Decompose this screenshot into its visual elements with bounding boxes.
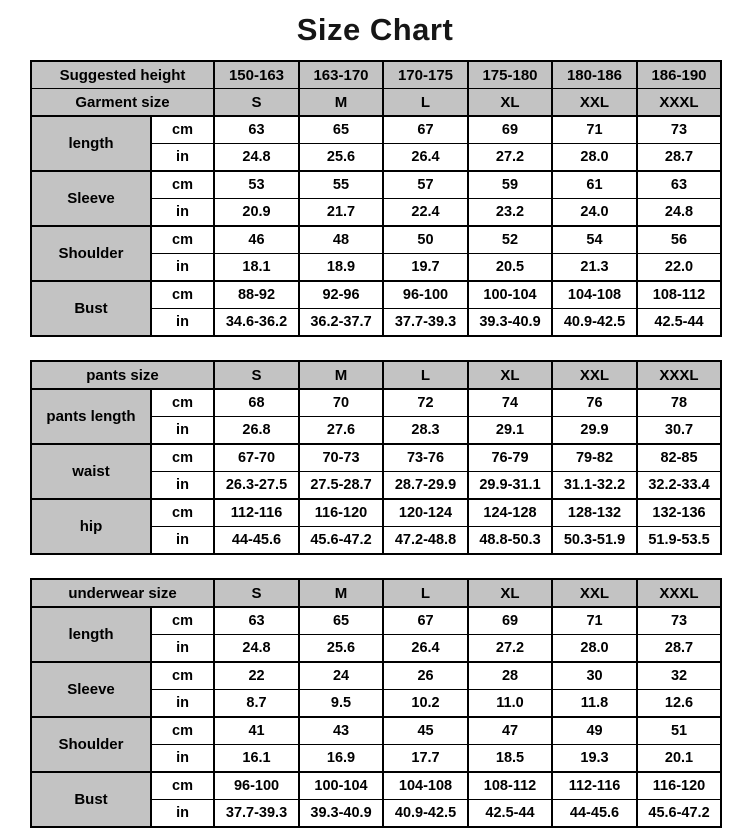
value-cell: 26 (383, 662, 468, 690)
value-cell: 70 (299, 389, 383, 417)
table-row (31, 499, 721, 527)
unit-cell: cm (151, 499, 214, 527)
table-row (31, 717, 721, 745)
unit-cell: in (151, 144, 214, 172)
unit-cell: cm (151, 717, 214, 745)
unit-cell: in (151, 417, 214, 445)
header-row (31, 89, 721, 117)
value-cell: 27.6 (299, 417, 383, 445)
value-cell: 73-76 (383, 444, 468, 472)
value-cell: 116-120 (299, 499, 383, 527)
unit-cell: in (151, 527, 214, 555)
unit-cell: in (151, 199, 214, 227)
value-cell: 32 (637, 662, 721, 690)
value-cell: 24 (299, 662, 383, 690)
value-cell: 26.4 (383, 144, 468, 172)
value-cell: 29.9 (552, 417, 637, 445)
value-cell: 70-73 (299, 444, 383, 472)
value-cell: 20.1 (637, 745, 721, 773)
value-cell: 100-104 (299, 772, 383, 800)
row-label-cell: waist (31, 444, 151, 499)
value-cell: 26.8 (214, 417, 299, 445)
header-value-cell: M (299, 89, 383, 117)
value-cell: 112-116 (214, 499, 299, 527)
value-cell: 96-100 (383, 281, 468, 309)
value-cell: 71 (552, 116, 637, 144)
value-cell: 29.1 (468, 417, 552, 445)
header-value-cell: 175-180 (468, 61, 552, 89)
value-cell: 29.9-31.1 (468, 472, 552, 500)
header-value-cell: 186-190 (637, 61, 721, 89)
value-cell: 26.3-27.5 (214, 472, 299, 500)
value-cell: 108-112 (468, 772, 552, 800)
value-cell: 79-82 (552, 444, 637, 472)
value-cell: 16.9 (299, 745, 383, 773)
value-cell: 26.4 (383, 635, 468, 663)
table-row (31, 607, 721, 635)
header-value-cell: L (383, 89, 468, 117)
value-cell: 22.0 (637, 254, 721, 282)
value-cell: 19.7 (383, 254, 468, 282)
size-table-underwear (30, 578, 722, 828)
value-cell: 36.2-37.7 (299, 309, 383, 337)
table-row (31, 116, 721, 144)
value-cell: 39.3-40.9 (468, 309, 552, 337)
value-cell: 57 (383, 171, 468, 199)
value-cell: 120-124 (383, 499, 468, 527)
value-cell: 30.7 (637, 417, 721, 445)
table-row (31, 171, 721, 199)
value-cell: 48.8-50.3 (468, 527, 552, 555)
value-cell: 73 (637, 607, 721, 635)
header-value-cell: 180-186 (552, 61, 637, 89)
value-cell: 42.5-44 (637, 309, 721, 337)
header-value-cell: XXL (552, 89, 637, 117)
value-cell: 78 (637, 389, 721, 417)
value-cell: 65 (299, 116, 383, 144)
value-cell: 112-116 (552, 772, 637, 800)
header-value-cell: XXL (552, 579, 637, 607)
value-cell: 68 (214, 389, 299, 417)
header-label-cell: pants size (31, 361, 214, 389)
value-cell: 17.7 (383, 745, 468, 773)
value-cell: 46 (214, 226, 299, 254)
value-cell: 21.7 (299, 199, 383, 227)
value-cell: 63 (214, 607, 299, 635)
value-cell: 22 (214, 662, 299, 690)
value-cell: 124-128 (468, 499, 552, 527)
row-label-cell: hip (31, 499, 151, 554)
value-cell: 49 (552, 717, 637, 745)
unit-cell: in (151, 690, 214, 718)
value-cell: 54 (552, 226, 637, 254)
value-cell: 128-132 (552, 499, 637, 527)
value-cell: 9.5 (299, 690, 383, 718)
header-value-cell: M (299, 579, 383, 607)
value-cell: 40.9-42.5 (552, 309, 637, 337)
value-cell: 45.6-47.2 (299, 527, 383, 555)
value-cell: 8.7 (214, 690, 299, 718)
value-cell: 67 (383, 607, 468, 635)
value-cell: 28 (468, 662, 552, 690)
value-cell: 88-92 (214, 281, 299, 309)
value-cell: 11.0 (468, 690, 552, 718)
value-cell: 44-45.6 (214, 527, 299, 555)
header-label-cell: underwear size (31, 579, 214, 607)
value-cell: 23.2 (468, 199, 552, 227)
unit-cell: cm (151, 444, 214, 472)
value-cell: 18.5 (468, 745, 552, 773)
value-cell: 45.6-47.2 (637, 800, 721, 828)
value-cell: 28.7-29.9 (383, 472, 468, 500)
value-cell: 74 (468, 389, 552, 417)
unit-cell: cm (151, 171, 214, 199)
value-cell: 47 (468, 717, 552, 745)
unit-cell: cm (151, 116, 214, 144)
value-cell: 50 (383, 226, 468, 254)
row-label-cell: Shoulder (31, 226, 151, 281)
unit-cell: in (151, 745, 214, 773)
value-cell: 24.8 (214, 635, 299, 663)
value-cell: 48 (299, 226, 383, 254)
value-cell: 28.7 (637, 635, 721, 663)
header-label-cell: Garment size (31, 89, 214, 117)
table-row (31, 226, 721, 254)
value-cell: 69 (468, 607, 552, 635)
unit-cell: cm (151, 607, 214, 635)
value-cell: 100-104 (468, 281, 552, 309)
value-cell: 30 (552, 662, 637, 690)
unit-cell: in (151, 472, 214, 500)
value-cell: 40.9-42.5 (383, 800, 468, 828)
value-cell: 24.8 (637, 199, 721, 227)
value-cell: 18.9 (299, 254, 383, 282)
value-cell: 42.5-44 (468, 800, 552, 828)
header-value-cell: XXXL (637, 361, 721, 389)
value-cell: 24.8 (214, 144, 299, 172)
unit-cell: cm (151, 226, 214, 254)
value-cell: 63 (214, 116, 299, 144)
value-cell: 28.0 (552, 144, 637, 172)
value-cell: 18.1 (214, 254, 299, 282)
value-cell: 63 (637, 171, 721, 199)
header-value-cell: L (383, 361, 468, 389)
value-cell: 27.2 (468, 635, 552, 663)
value-cell: 22.4 (383, 199, 468, 227)
header-value-cell: 163-170 (299, 61, 383, 89)
value-cell: 20.9 (214, 199, 299, 227)
page-title: Size Chart (296, 12, 454, 47)
value-cell: 28.3 (383, 417, 468, 445)
value-cell: 59 (468, 171, 552, 199)
row-label-cell: Sleeve (31, 662, 151, 717)
size-table-pants (30, 360, 722, 555)
value-cell: 24.0 (552, 199, 637, 227)
unit-cell: cm (151, 662, 214, 690)
value-cell: 76 (552, 389, 637, 417)
value-cell: 45 (383, 717, 468, 745)
row-label-cell: pants length (31, 389, 151, 444)
row-label-cell: Sleeve (31, 171, 151, 226)
value-cell: 43 (299, 717, 383, 745)
value-cell: 82-85 (637, 444, 721, 472)
value-cell: 47.2-48.8 (383, 527, 468, 555)
row-label-cell: Bust (31, 772, 151, 827)
row-label-cell: Bust (31, 281, 151, 336)
value-cell: 104-108 (552, 281, 637, 309)
value-cell: 41 (214, 717, 299, 745)
value-cell: 65 (299, 607, 383, 635)
header-value-cell: 170-175 (383, 61, 468, 89)
value-cell: 61 (552, 171, 637, 199)
table-row (31, 772, 721, 800)
unit-cell: cm (151, 281, 214, 309)
value-cell: 67 (383, 116, 468, 144)
table-row (31, 281, 721, 309)
value-cell: 27.5-28.7 (299, 472, 383, 500)
header-row (31, 579, 721, 607)
row-label-cell: length (31, 116, 151, 171)
unit-cell: cm (151, 389, 214, 417)
table-row (31, 389, 721, 417)
value-cell: 31.1-32.2 (552, 472, 637, 500)
header-value-cell: XL (468, 579, 552, 607)
value-cell: 32.2-33.4 (637, 472, 721, 500)
tables-container (0, 60, 750, 828)
value-cell: 56 (637, 226, 721, 254)
value-cell: 50.3-51.9 (552, 527, 637, 555)
value-cell: 37.7-39.3 (383, 309, 468, 337)
value-cell: 55 (299, 171, 383, 199)
value-cell: 51 (637, 717, 721, 745)
value-cell: 104-108 (383, 772, 468, 800)
value-cell: 51.9-53.5 (637, 527, 721, 555)
header-value-cell: S (214, 89, 299, 117)
value-cell: 53 (214, 171, 299, 199)
value-cell: 12.6 (637, 690, 721, 718)
header-row (31, 61, 721, 89)
value-cell: 28.7 (637, 144, 721, 172)
header-label-cell: Suggested height (31, 61, 214, 89)
value-cell: 16.1 (214, 745, 299, 773)
value-cell: 34.6-36.2 (214, 309, 299, 337)
value-cell: 76-79 (468, 444, 552, 472)
header-value-cell: XXXL (637, 89, 721, 117)
unit-cell: in (151, 800, 214, 828)
unit-cell: cm (151, 772, 214, 800)
value-cell: 72 (383, 389, 468, 417)
value-cell: 21.3 (552, 254, 637, 282)
header-row (31, 361, 721, 389)
value-cell: 92-96 (299, 281, 383, 309)
value-cell: 73 (637, 116, 721, 144)
value-cell: 11.8 (552, 690, 637, 718)
header-value-cell: M (299, 361, 383, 389)
value-cell: 39.3-40.9 (299, 800, 383, 828)
value-cell: 69 (468, 116, 552, 144)
value-cell: 116-120 (637, 772, 721, 800)
value-cell: 25.6 (299, 144, 383, 172)
value-cell: 108-112 (637, 281, 721, 309)
header-value-cell: XL (468, 361, 552, 389)
value-cell: 37.7-39.3 (214, 800, 299, 828)
header-value-cell: L (383, 579, 468, 607)
value-cell: 71 (552, 607, 637, 635)
size-table-garment (30, 60, 722, 337)
unit-cell: in (151, 635, 214, 663)
header-value-cell: S (214, 361, 299, 389)
value-cell: 96-100 (214, 772, 299, 800)
table-row (31, 444, 721, 472)
value-cell: 20.5 (468, 254, 552, 282)
value-cell: 67-70 (214, 444, 299, 472)
row-label-cell: length (31, 607, 151, 662)
header-value-cell: XXL (552, 361, 637, 389)
value-cell: 132-136 (637, 499, 721, 527)
value-cell: 25.6 (299, 635, 383, 663)
value-cell: 27.2 (468, 144, 552, 172)
value-cell: 28.0 (552, 635, 637, 663)
row-label-cell: Shoulder (31, 717, 151, 772)
value-cell: 44-45.6 (552, 800, 637, 828)
value-cell: 10.2 (383, 690, 468, 718)
header-value-cell: 150-163 (214, 61, 299, 89)
table-row (31, 662, 721, 690)
header-value-cell: S (214, 579, 299, 607)
value-cell: 19.3 (552, 745, 637, 773)
unit-cell: in (151, 254, 214, 282)
header-value-cell: XL (468, 89, 552, 117)
unit-cell: in (151, 309, 214, 337)
header-value-cell: XXXL (637, 579, 721, 607)
value-cell: 52 (468, 226, 552, 254)
